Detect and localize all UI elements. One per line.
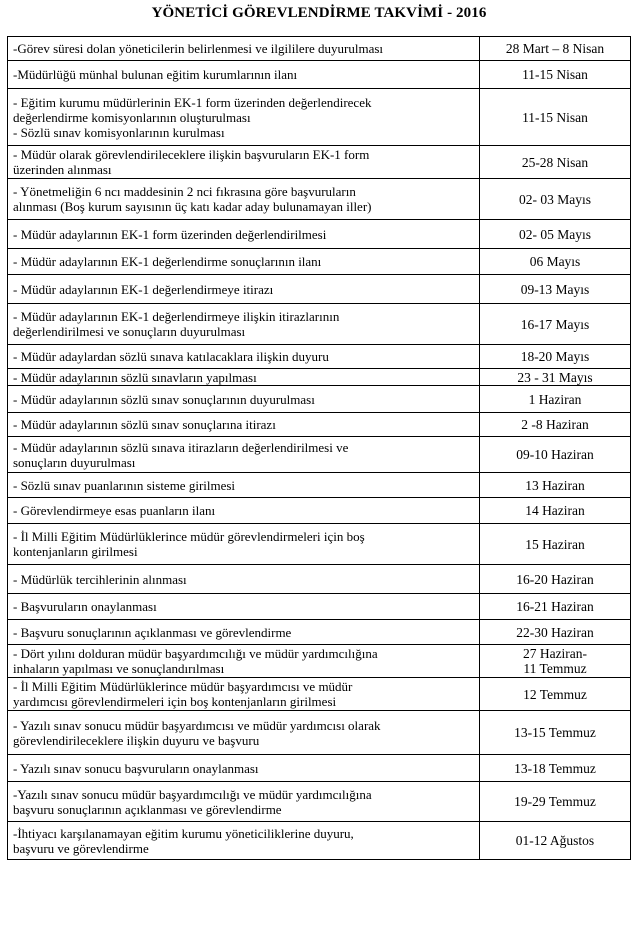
date-text: 1 Haziran — [528, 391, 582, 407]
table-row — [8, 782, 631, 822]
date-text: 23 - 31 Mayıs — [517, 369, 593, 385]
date-text: 01-12 Ağustos — [515, 833, 595, 848]
task-text: alınması (Boş kurum sayısının üç katı kadar aday bulunamayan iller) — [13, 199, 372, 214]
task-text: - Müdür adaylarının sözlü sınav sonuçlarının duyurulması — [13, 391, 315, 407]
date-cell — [480, 304, 631, 345]
task-cell — [8, 61, 480, 89]
date-text: 14 Haziran — [525, 503, 585, 518]
date-cell — [480, 524, 631, 565]
table-row — [8, 437, 631, 473]
date-text: 02- 03 Mayıs — [519, 191, 591, 207]
task-cell — [8, 473, 480, 498]
task-text: - Yönetmeliğin 6 ncı maddesinin 2 nci fıkrasına göre başvuruların — [13, 184, 356, 199]
date-text: 27 Haziran- — [522, 646, 588, 661]
task-text: -Yazılı sınav sonucu müdür başyardımcılığı ve müdür yardımcılığına — [13, 786, 372, 802]
task-cell — [8, 146, 480, 179]
task-cell — [8, 369, 480, 386]
table-row — [8, 524, 631, 565]
table-row — [8, 565, 631, 594]
date-cell — [480, 620, 631, 645]
date-text: 28 Mart – 8 Nisan — [505, 41, 605, 56]
date-cell — [480, 413, 631, 437]
task-text: - Müdür adaylarının sözlü sınava itirazların değerlendirilmesi ve — [13, 439, 349, 455]
task-cell — [8, 524, 480, 565]
date-text: 11-15 Nisan — [522, 67, 588, 82]
task-cell — [8, 565, 480, 594]
schedule-body — [8, 37, 631, 860]
date-text: 06 Mayıs — [529, 254, 581, 269]
table-row — [8, 304, 631, 345]
task-text: - Yazılı sınav sonucu müdür başyardımcısı ve müdür yardımcısı olarak — [13, 717, 381, 733]
date-cell — [480, 249, 631, 275]
task-text: değerlendirilmesi ve sonuçların duyurulması — [13, 324, 246, 339]
date-cell — [480, 179, 631, 220]
date-text: 09-10 Haziran — [516, 447, 594, 462]
task-cell — [8, 386, 480, 413]
task-cell — [8, 620, 480, 645]
task-cell — [8, 822, 480, 860]
task-text: - Müdür adaylarının EK-1 değerlendirme sonuçlarının ilanı — [13, 254, 322, 269]
task-text: - Müdür olarak görevlendirileceklere ilişkin başvuruların EK-1 form — [13, 147, 370, 162]
task-cell — [8, 37, 480, 61]
task-text: başvuru sonuçlarının açıklanması ve görevlendirme — [13, 801, 282, 817]
page-title: YÖNETİCİ GÖREVLENDİRME TAKVİMİ - 2016 — [151, 5, 487, 21]
date-text: 13 Haziran — [525, 477, 585, 493]
table-row — [8, 345, 631, 369]
date-cell — [480, 345, 631, 369]
task-cell — [8, 594, 480, 620]
table-row — [8, 369, 631, 386]
task-cell — [8, 645, 480, 678]
date-text: 2 -8 Haziran — [521, 417, 589, 432]
task-text: kontenjanların girilmesi — [13, 544, 138, 559]
date-cell — [480, 498, 631, 524]
date-cell — [480, 678, 631, 711]
date-text: 16-21 Haziran — [516, 599, 594, 614]
table-row — [8, 61, 631, 89]
task-cell — [8, 249, 480, 275]
date-text: 22-30 Haziran — [516, 624, 594, 640]
date-text: 11-15 Nisan — [522, 109, 588, 125]
table-row — [8, 249, 631, 275]
task-text: - İl Milli Eğitim Müdürlüklerince müdür görevlendirmeleri için boş — [13, 529, 365, 544]
date-text: 12 Temmuz — [523, 686, 587, 702]
task-text: - Dört yılını dolduran müdür başyardımcılığı ve müdür yardımcılığına — [13, 646, 378, 661]
table-row — [8, 220, 631, 249]
date-cell — [480, 275, 631, 304]
date-cell — [480, 146, 631, 179]
date-text: 16-20 Haziran — [516, 571, 594, 587]
date-cell — [480, 711, 631, 755]
task-text: - Müdür adaylarının sözlü sınav sonuçlarına itirazı — [13, 417, 276, 432]
date-text: 02- 05 Mayıs — [519, 226, 591, 242]
task-text: -İhtiyacı karşılanamayan eğitim kurumu yöneticiliklerine duyuru, — [13, 825, 354, 841]
task-text: - Sözlü sınav puanlarının sisteme girilmesi — [13, 477, 236, 493]
table-row — [8, 620, 631, 645]
task-text: inhaların yapılması ve sonuçlandırılması — [13, 661, 225, 676]
table-row — [8, 473, 631, 498]
date-cell — [480, 386, 631, 413]
table-row — [8, 386, 631, 413]
date-cell — [480, 220, 631, 249]
date-text: 09-13 Mayıs — [520, 281, 590, 297]
task-text: - Yazılı sınav sonucu başvuruların onaylanması — [13, 760, 259, 776]
date-text: 13-15 Temmuz — [514, 725, 596, 740]
task-text: - Müdür adaylarının EK-1 değerlendirmeye itirazı — [13, 281, 274, 297]
table-row — [8, 594, 631, 620]
table-row — [8, 755, 631, 782]
task-text: yardımcısı görevlendirmeleri için boş kontenjanların girilmesi — [13, 694, 337, 709]
task-text: - Müdür adaylarının sözlü sınavların yapılması — [13, 369, 257, 385]
task-text: - Müdür adaylardan sözlü sınava katılacaklara ilişkin duyuru — [13, 349, 329, 364]
date-cell — [480, 594, 631, 620]
task-text: değerlendirme komisyonlarının oluşturulması — [13, 109, 251, 125]
date-cell — [480, 37, 631, 61]
task-text: başvuru ve görevlendirme — [13, 840, 149, 856]
task-cell — [8, 179, 480, 220]
task-cell — [8, 678, 480, 711]
date-text: 15 Haziran — [525, 536, 585, 552]
task-text: - Eğitim kurumu müdürlerinin EK-1 form üzerinden değerlendirecek — [13, 94, 372, 110]
date-text: 18-20 Mayıs — [520, 349, 590, 364]
task-cell — [8, 755, 480, 782]
date-text: 19-29 Temmuz — [514, 794, 596, 809]
date-cell — [480, 755, 631, 782]
task-text: - Müdür adaylarının EK-1 form üzerinden değerlendirilmesi — [13, 226, 327, 242]
task-cell — [8, 711, 480, 755]
task-text: -Müdürlüğü münhal bulunan eğitim kurumlarının ilanı — [13, 67, 298, 82]
task-text: - Müdür adaylarının EK-1 değerlendirmeye ilişkin itirazlarının — [13, 309, 340, 324]
task-cell — [8, 275, 480, 304]
task-text: - Başvuruların onaylanması — [13, 599, 157, 614]
task-text: - Sözlü sınav komisyonlarının kurulması — [13, 124, 225, 140]
date-cell — [480, 61, 631, 89]
date-text: 11 Temmuz — [523, 661, 587, 676]
task-cell — [8, 498, 480, 524]
table-row — [8, 822, 631, 860]
task-text: - Müdürlük tercihlerinin alınması — [13, 571, 187, 587]
date-cell — [480, 473, 631, 498]
task-cell — [8, 220, 480, 249]
table-row — [8, 146, 631, 179]
date-cell — [480, 369, 631, 386]
task-text: sonuçların duyurulması — [13, 454, 136, 470]
date-cell — [480, 822, 631, 860]
task-cell — [8, 345, 480, 369]
table-row — [8, 678, 631, 711]
task-cell — [8, 304, 480, 345]
table-row — [8, 89, 631, 146]
table-row — [8, 275, 631, 304]
task-text: -Görev süresi dolan yöneticilerin belirlenmesi ve ilgililere duyurulması — [13, 41, 384, 56]
task-text: görevlendirileceklere ilişkin duyuru ve başvuru — [13, 732, 260, 748]
task-text: - Başvuru sonuçlarının açıklanması ve görevlendirme — [13, 624, 292, 640]
task-text: - Görevlendirmeye esas puanların ilanı — [13, 503, 216, 518]
schedule-table — [7, 36, 631, 860]
task-cell — [8, 89, 480, 146]
date-text: 25-28 Nisan — [521, 154, 589, 170]
table-row — [8, 711, 631, 755]
table-row — [8, 645, 631, 678]
date-cell — [480, 645, 631, 678]
table-row — [8, 413, 631, 437]
date-cell — [480, 782, 631, 822]
table-row — [8, 498, 631, 524]
task-cell — [8, 782, 480, 822]
table-row — [8, 37, 631, 61]
task-cell — [8, 413, 480, 437]
date-text: 16-17 Mayıs — [520, 316, 590, 332]
date-cell — [480, 437, 631, 473]
date-cell — [480, 565, 631, 594]
date-text: 13-18 Temmuz — [514, 760, 596, 776]
table-row — [8, 179, 631, 220]
task-text: - İl Milli Eğitim Müdürlüklerince müdür başyardımcısı ve müdür — [13, 679, 353, 694]
task-cell — [8, 437, 480, 473]
date-cell — [480, 89, 631, 146]
task-text: üzerinden alınması — [13, 162, 112, 177]
